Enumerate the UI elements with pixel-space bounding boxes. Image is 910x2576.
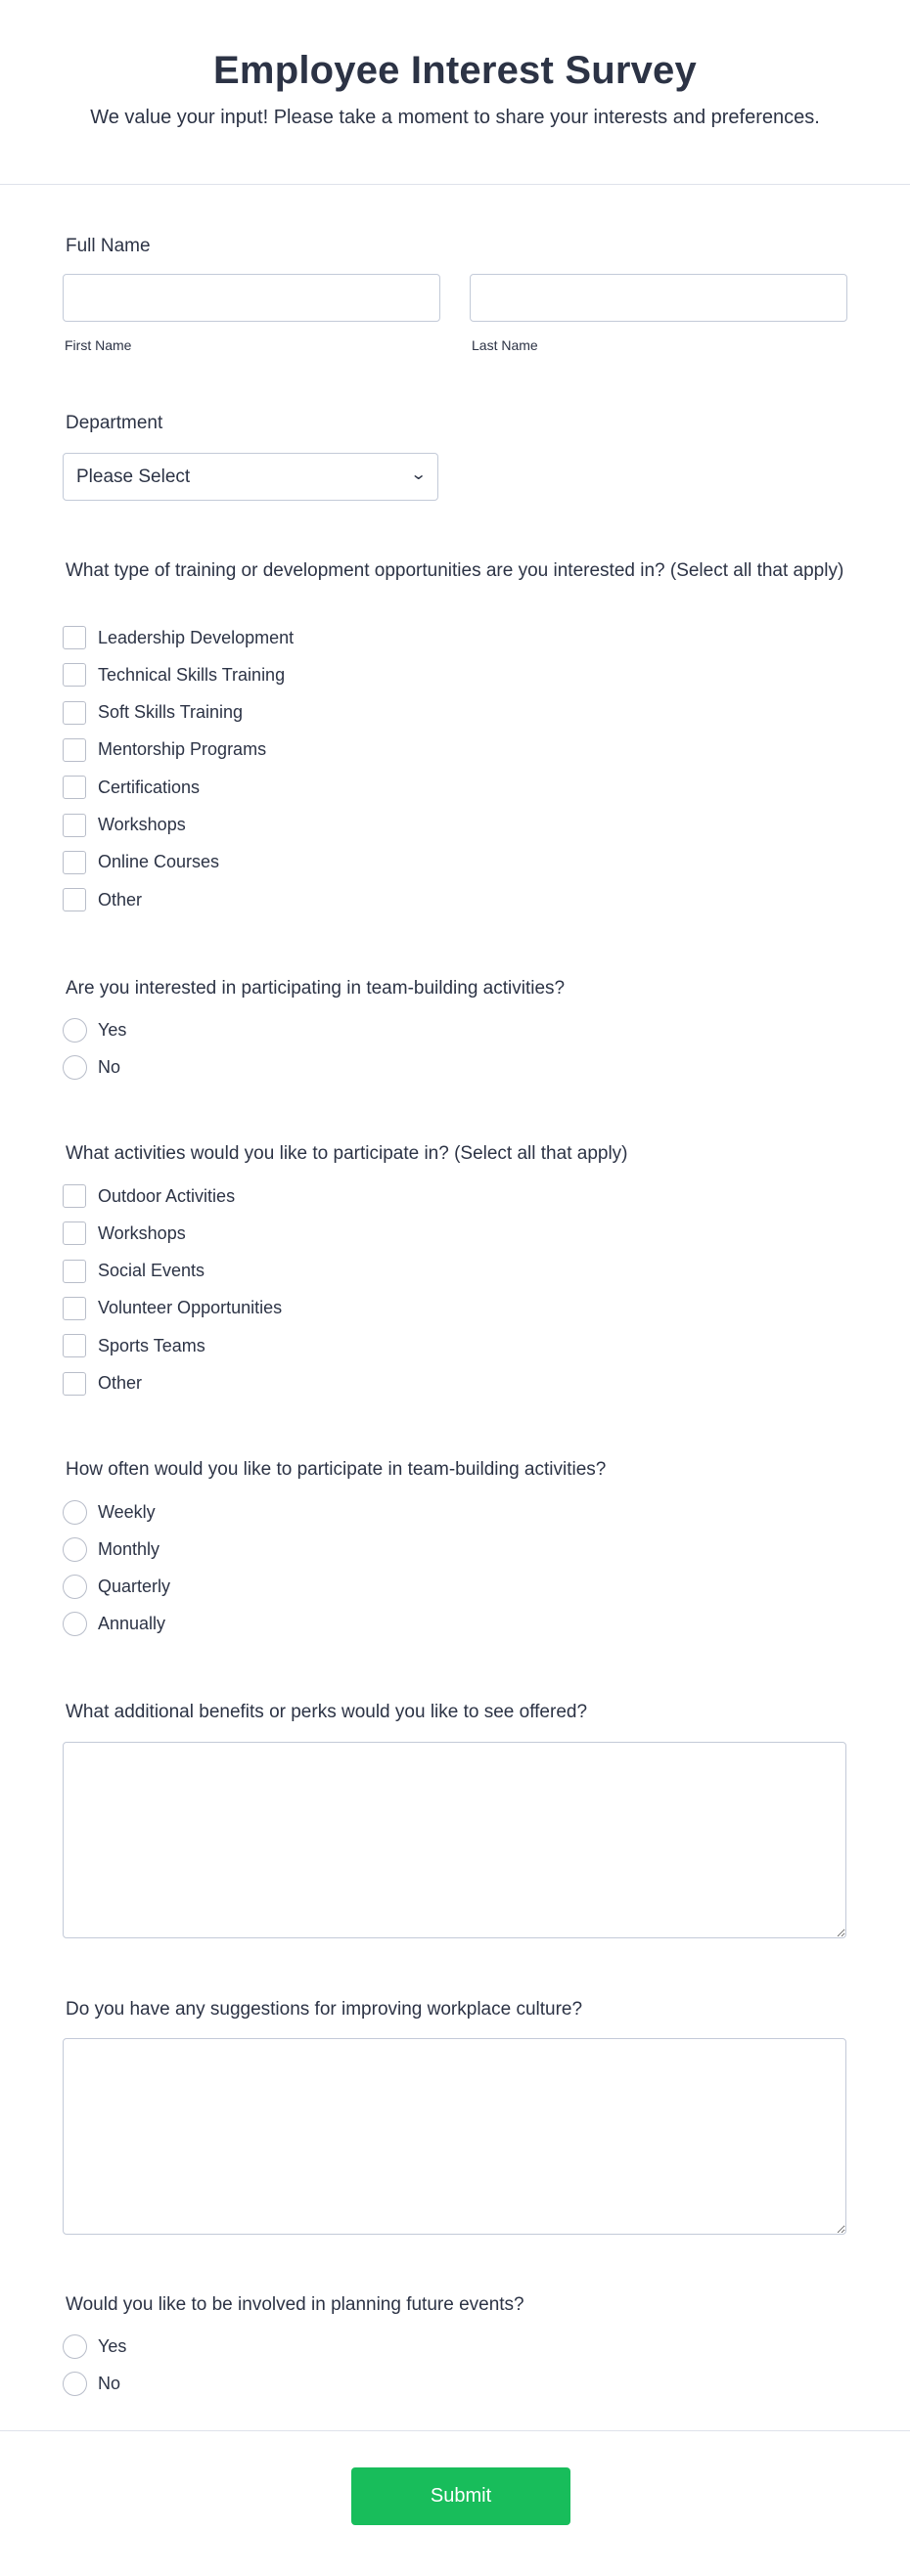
checkbox[interactable] [63,1221,86,1245]
frequency-option-label: Monthly [98,1538,160,1559]
checkbox[interactable] [63,1260,86,1283]
last-name-sublabel: Last Name [472,337,538,353]
team-building-option-label: Yes [98,1019,127,1040]
activities-question: What activities would you like to participate in? (Select all that apply) [66,1143,628,1164]
planning-option-label: No [98,2374,121,2393]
training-option[interactable] [63,775,200,800]
training-option-label: Mentorship Programs [98,739,267,760]
department-select[interactable] [63,453,438,501]
team-building-option-label: No [98,1056,121,1077]
frequency-option[interactable] [63,1499,156,1525]
activity-option[interactable] [63,1333,205,1358]
activity-option[interactable] [63,1259,205,1284]
activity-option-label: Other [98,1373,143,1393]
full-name-label: Full Name [66,236,151,256]
training-option[interactable] [63,662,285,688]
frequency-option-label: Annually [98,1614,166,1634]
department-label: Department [66,413,163,433]
training-option-label: Workshops [98,815,186,834]
activity-option[interactable] [63,1296,282,1321]
activity-option[interactable] [63,1371,142,1397]
header-divider [0,184,910,185]
frequency-option[interactable] [63,1536,159,1562]
benefits-textarea[interactable] [63,1742,846,1938]
first-name-input[interactable] [63,274,440,322]
frequency-option[interactable] [63,1612,165,1637]
checkbox[interactable] [63,738,86,762]
activity-option[interactable] [63,1221,186,1246]
radio-button[interactable] [63,1500,87,1525]
activity-option-label: Sports Teams [98,1335,205,1355]
training-option-label: Technical Skills Training [98,664,286,685]
checkbox[interactable] [63,814,86,837]
frequency-option-label: Quarterly [98,1577,171,1597]
department-selected-value: Please Select [76,466,191,487]
checkbox[interactable] [63,888,86,911]
training-option[interactable] [63,625,294,650]
team-building-option[interactable] [63,1017,126,1043]
training-question: What type of training or development opportunities are you interested in? (Select all that apply) [66,560,844,581]
checkbox[interactable] [63,1372,86,1396]
radio-button[interactable] [63,2372,87,2396]
last-name-input[interactable] [470,274,847,322]
planning-question: Would you like to be involved in planning future events? [66,2294,524,2315]
frequency-option[interactable] [63,1575,170,1600]
checkbox[interactable] [63,776,86,799]
checkbox[interactable] [63,1334,86,1357]
benefits-question: What additional benefits or perks would you like to see offered? [66,1702,588,1722]
frequency-option-label: Weekly [98,1501,156,1522]
chevron-down-icon: ⌄ [409,466,428,483]
submit-button[interactable]: Submit [351,2467,570,2525]
training-option-label: Leadership Development [98,627,295,647]
training-option[interactable] [63,737,266,763]
planning-option[interactable] [63,2333,126,2359]
frequency-question: How often would you like to participate in team-building activities? [66,1459,607,1480]
checkbox[interactable] [63,1184,86,1208]
footer-divider [0,2430,910,2431]
checkbox[interactable] [63,701,86,725]
planning-option[interactable] [63,2372,120,2397]
checkbox[interactable] [63,851,86,874]
activity-option[interactable] [63,1183,235,1209]
radio-button[interactable] [63,1575,87,1599]
training-option-label: Other [98,889,143,910]
activity-option-label: Workshops [98,1222,186,1243]
culture-textarea[interactable] [63,2038,846,2235]
team-building-question: Are you interested in participating in team-building activities? [66,978,566,999]
training-option[interactable] [63,850,219,875]
checkbox[interactable] [63,626,86,649]
radio-button[interactable] [63,1537,87,1562]
checkbox[interactable] [63,663,86,687]
activity-option-label: Social Events [98,1261,205,1281]
training-option-label: Soft Skills Training [98,702,244,723]
activity-option-label: Volunteer Opportunities [98,1298,283,1318]
first-name-sublabel: First Name [65,337,132,353]
radio-button[interactable] [63,1018,87,1043]
activity-option-label: Outdoor Activities [98,1185,236,1206]
page-title: Employee Interest Survey [213,49,697,92]
training-option[interactable] [63,700,243,726]
radio-button[interactable] [63,1055,87,1080]
training-option[interactable] [63,887,142,912]
page-subtitle: We value your input! Please take a moment to share your interests and preferences. [90,107,820,128]
radio-button[interactable] [63,2334,87,2359]
team-building-option[interactable] [63,1054,120,1080]
culture-question: Do you have any suggestions for improving workplace culture? [66,1999,583,2020]
training-option[interactable] [63,813,186,838]
checkbox[interactable] [63,1297,86,1320]
radio-button[interactable] [63,1612,87,1636]
planning-option-label: Yes [98,2335,127,2356]
training-option-label: Online Courses [98,852,220,872]
training-option-label: Certifications [98,777,201,797]
